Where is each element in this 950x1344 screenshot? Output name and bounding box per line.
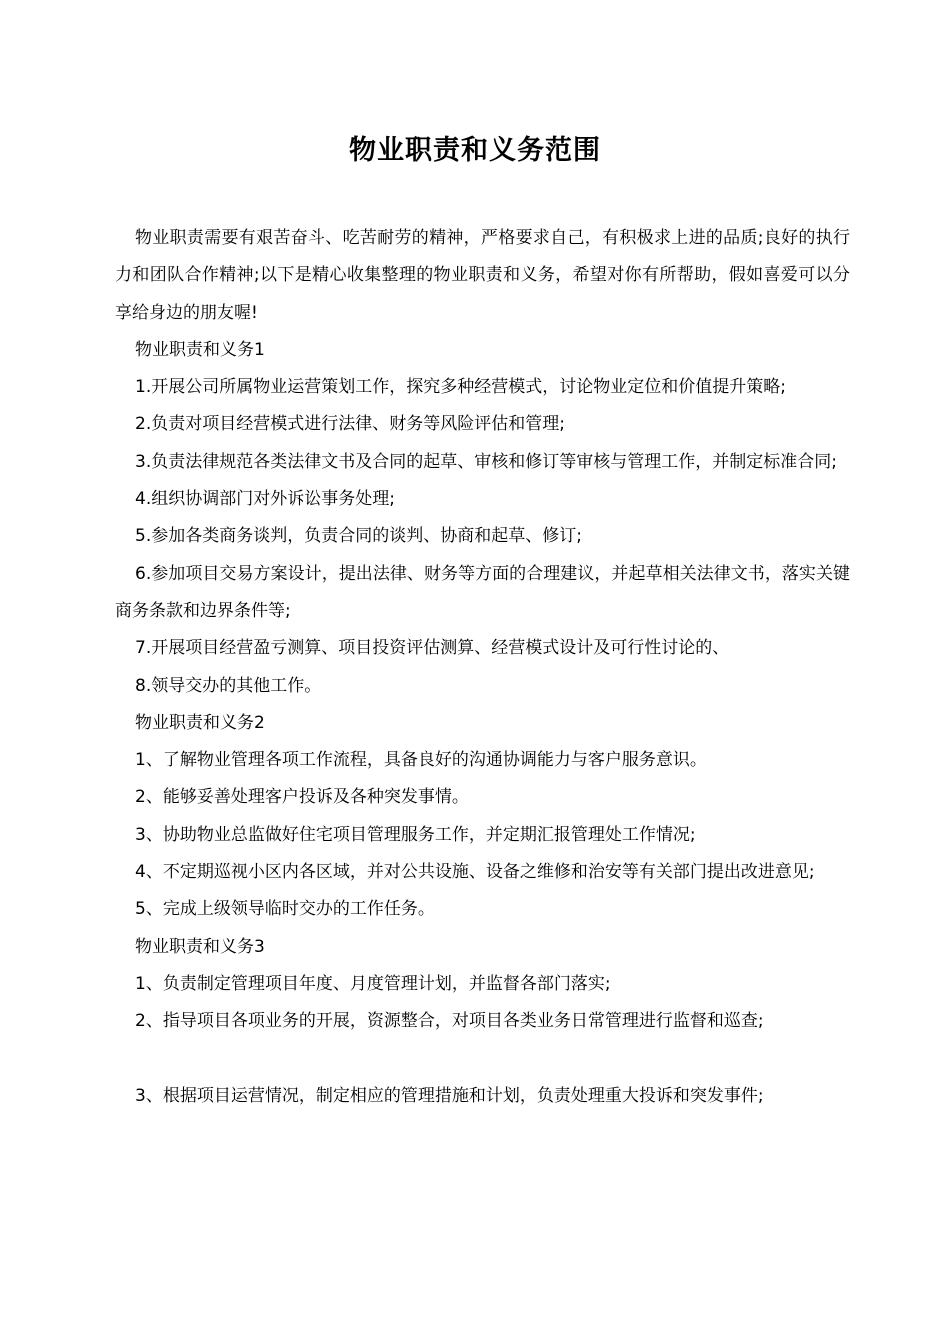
list-item: 6.参加项目交易方案设计，提出法律、财务等方面的合理建议，并起草相关法律文书，落实关键商务条款和边界条件等; — [115, 563, 850, 621]
list-item: 1、负责制定管理项目年度、月度管理计划，并监督各部门落实; — [135, 973, 611, 994]
list-item: 2、能够妥善处理客户投诉及各种突发事情。 — [135, 787, 469, 808]
list-item: 1、了解物业管理各项工作流程，具备良好的沟通协调能力与客户服务意识。 — [135, 750, 707, 771]
list-item: 7.开展项目经营盈亏测算、项目投资评估测算、经营模式设计及可行性讨论的、 — [135, 638, 730, 659]
section-heading-1: 物业职责和义务1 — [135, 339, 265, 360]
list-item: 3、协助物业总监做好住宅项目管理服务工作，并定期汇报管理处工作情况; — [135, 824, 696, 845]
intro-paragraph: 物业职责需要有艰苦奋斗、吃苦耐劳的精神，严格要求自己，有积极求上进的品质;良好的执行力和团队合作精神;以下是精心收集整理的物业职责和义务，希望对你有所帮助，假如喜爱可以分享给身边的朋友喔! — [115, 228, 850, 323]
section-heading-3: 物业职责和义务3 — [135, 936, 265, 957]
list-item: 3、根据项目运营情况，制定相应的管理措施和计划，负责处理重大投诉和突发事件; — [135, 1085, 764, 1106]
section-heading-2: 物业职责和义务2 — [135, 712, 265, 733]
list-item: 5、完成上级领导临时交办的工作任务。 — [135, 899, 435, 920]
document-body — [115, 220, 850, 1115]
list-item: 2.负责对项目经营模式进行法律、财务等风险评估和管理; — [135, 414, 565, 435]
list-item: 8.领导交办的其他工作。 — [135, 675, 322, 696]
list-item: 4.组织协调部门对外诉讼事务处理; — [135, 489, 395, 510]
list-item: 1.开展公司所属物业运营策划工作，探究多种经营模式，讨论物业定位和价值提升策略; — [135, 377, 786, 398]
list-item: 3.负责法律规范各类法律文书及合同的起草、审核和修订等审核与管理工作，并制定标准合同; — [135, 451, 837, 472]
list-item: 2、指导项目各项业务的开展，资源整合，对项目各类业务日常管理进行监督和巡查; — [135, 1011, 764, 1032]
list-item: 5.参加各类商务谈判，负责合同的谈判、协商和起草、修订; — [135, 526, 582, 547]
list-item: 4、不定期巡视小区内各区域，并对公共设施、设备之维修和治安等有关部门提出改进意见; — [135, 862, 815, 883]
document-title: 物业职责和义务范围 — [349, 135, 601, 166]
